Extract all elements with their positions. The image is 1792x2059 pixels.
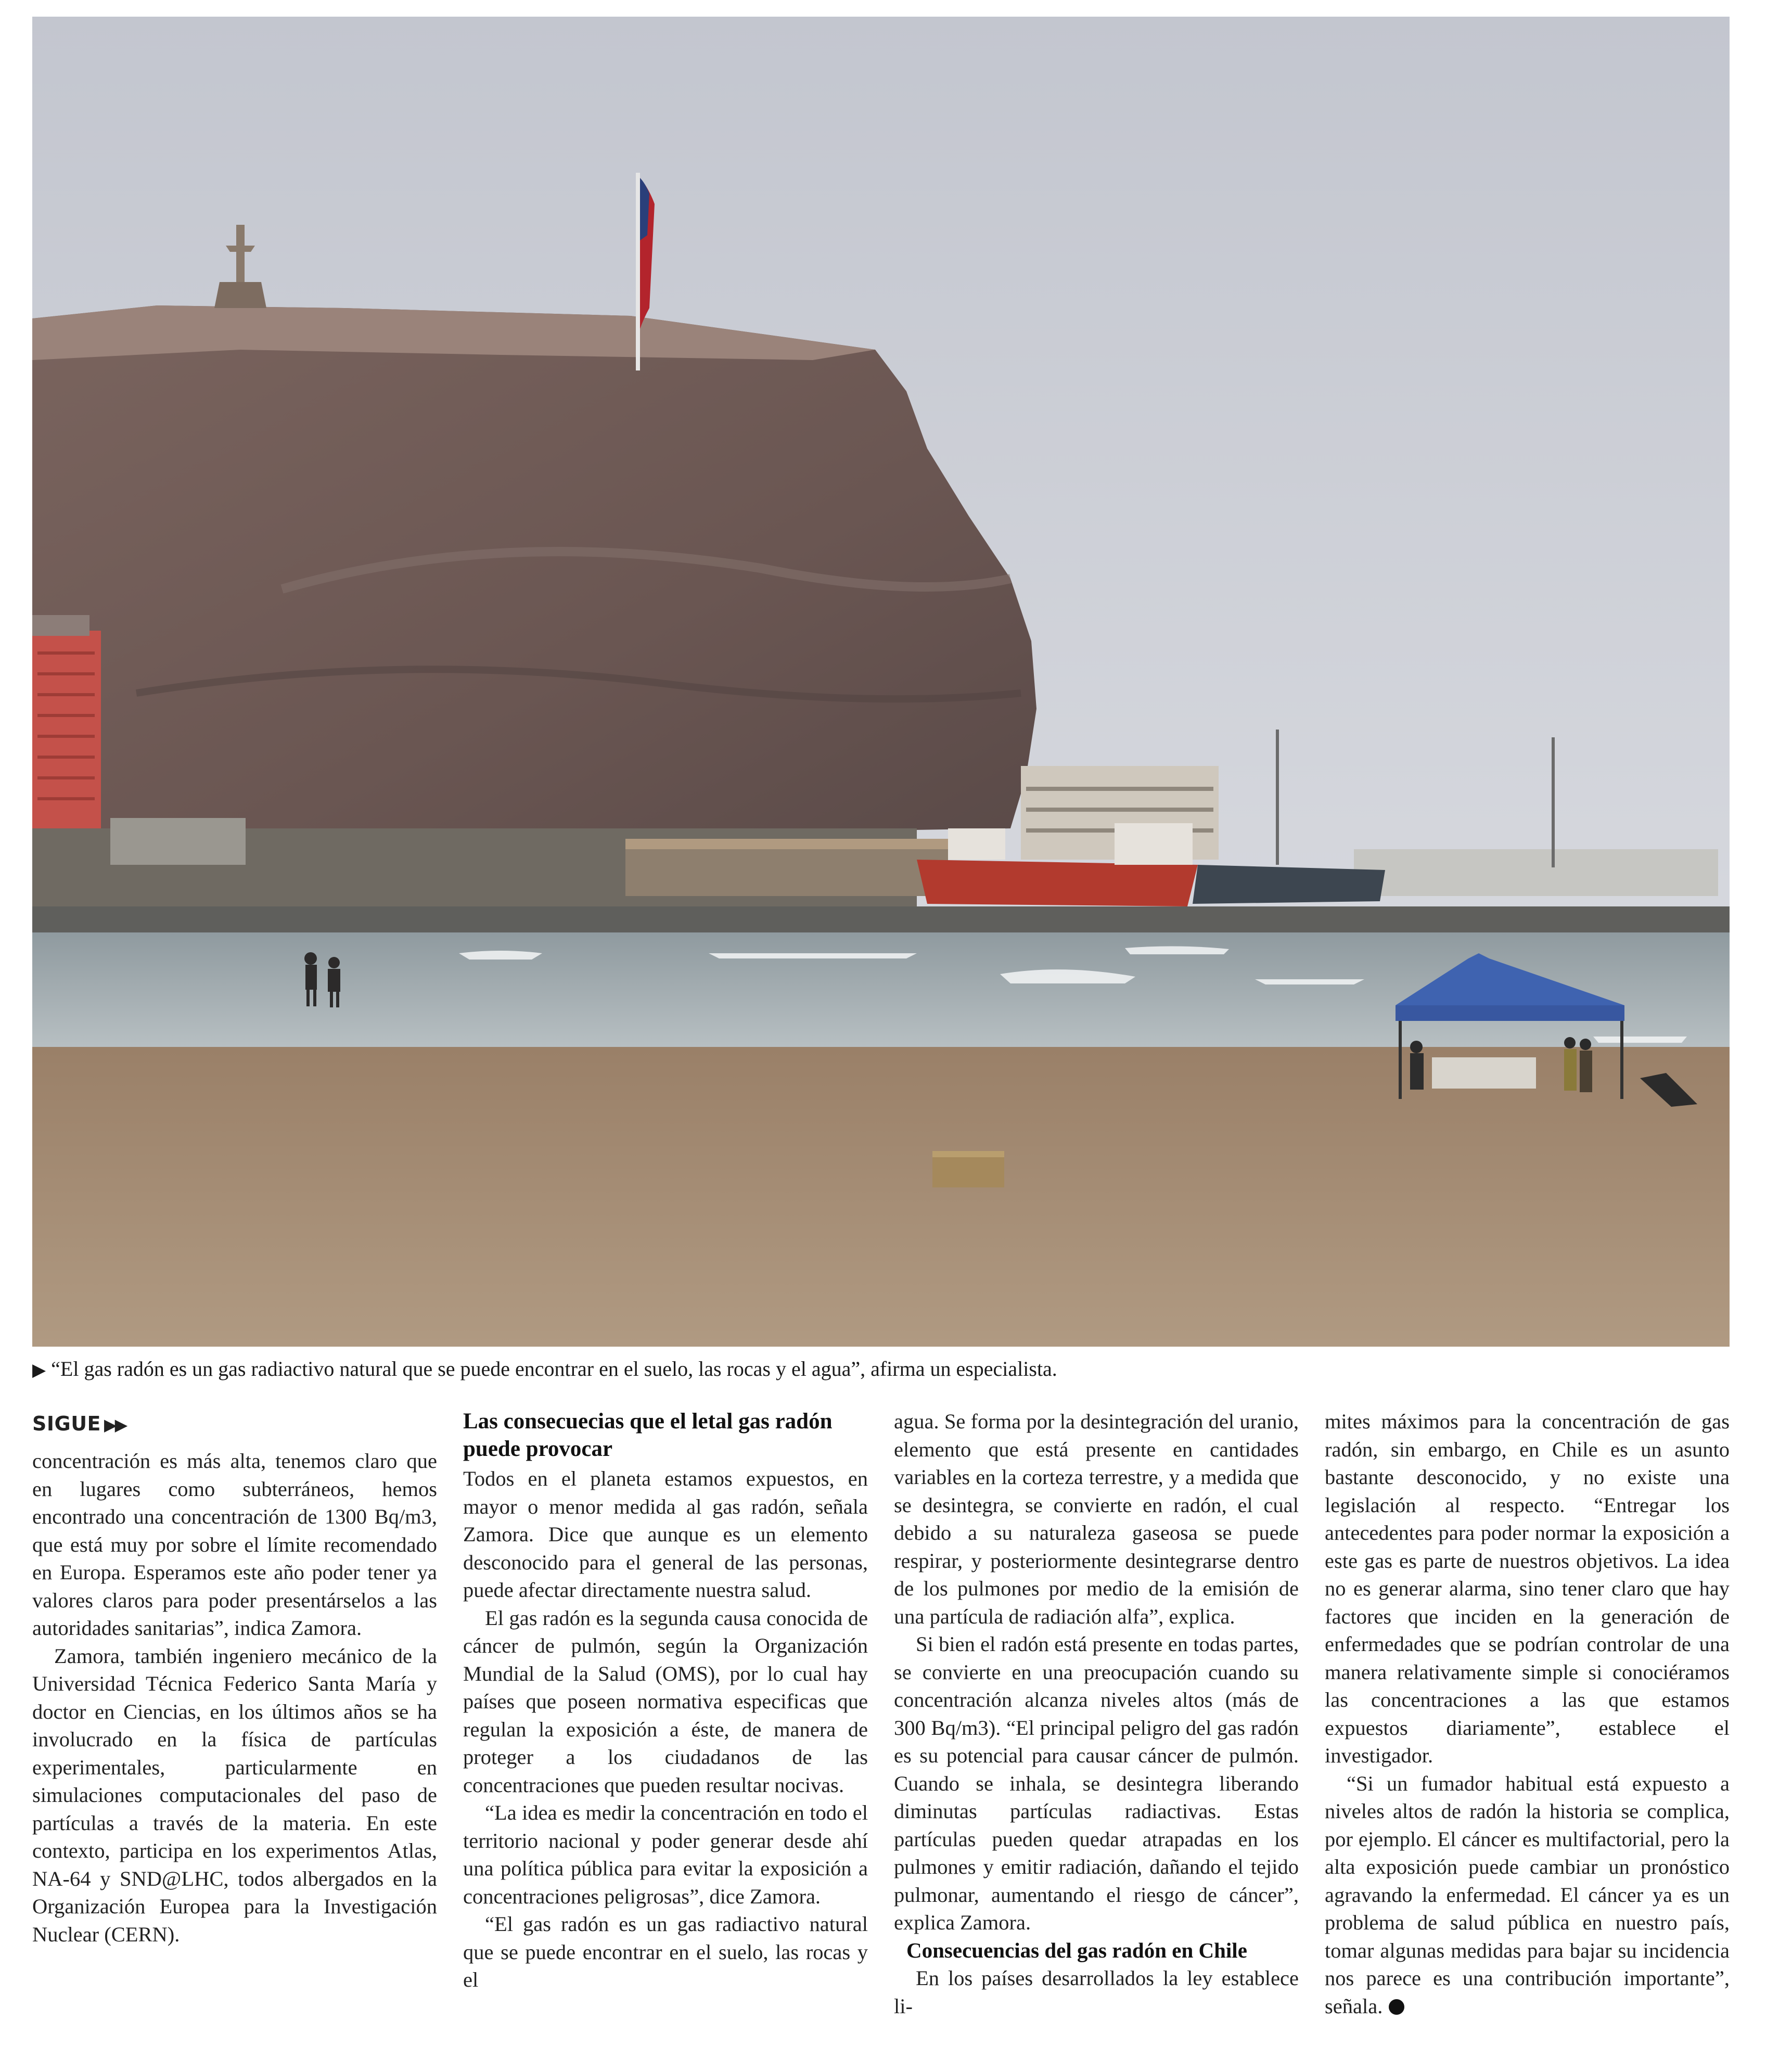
- paragraph-text: “Si un fumador habitual está expuesto a niveles altos de radón la historia se complica, por ejemplo. El cáncer es multifactorial, pero la alta exposición puede cambiar un pronóstico agravando la enfermedad. El cáncer ya es un problema de salud pública en nuestro país, tomar algunas medidas para bajar su incidencia nos parece es una contribución importante”, señala.: [1325, 1771, 1730, 2018]
- article-column-2: [463, 1408, 868, 2022]
- article-column-1: [32, 1408, 437, 2022]
- paragraph: Todos en el planeta estamos expuestos, en mayor o menor medida al gas radón, señala Zamora. Dice que aunque es un elemento desconocido para el general de las personas, puede afectar directamente nuestra salud.: [463, 1467, 868, 1602]
- paragraph: En los países desarrollados la ley establece li-: [894, 1966, 1299, 2018]
- double-arrow-icon: ▶▶: [104, 1415, 126, 1435]
- paragraph: [1325, 1770, 1730, 2020]
- red-ship: [917, 860, 1198, 906]
- sigue-label: [32, 1408, 437, 1441]
- sand: [32, 1047, 1730, 1347]
- article-column-4: [1325, 1408, 1730, 2022]
- article-column-3: [894, 1408, 1299, 2022]
- paragraph: “El gas radón es un gas radiactivo natural que se puede encontrar en el suelo, las rocas y el: [463, 1912, 868, 1991]
- paragraph: mites máximos para la concentración de gas radón, sin embargo, en Chile es un asunto bastante desconocido, y no existe una legislación al respecto. “Entregar los antecedentes para poder normar la exposición a este gas es parte de nuestros objetivos. La idea no es generar alarma, sino tener claro que hay factores que inciden en la generación de enfermedades que se podrían controlar de una manera relativamente simple si conociéramos las concentraciones a las que estamos expuestos diariamente”, establece el investigador.: [1325, 1410, 1730, 1767]
- paragraph: agua. Se forma por la desintegración del uranio, elemento que está presente en cantidades variables en la corteza terrestre, y a medida que se desintegra, se convierte en radón, el cual debido a su naturaleza gaseosa se puede respirar, y posteriormente desintegrarse dentro de los pulmones por medio de la emisión de una partícula de radiación alfa”, explica.: [894, 1410, 1299, 1628]
- caption-triangle-icon: ▶: [32, 1360, 46, 1380]
- end-of-article-dot-icon: [1389, 1999, 1404, 2015]
- caption-text: “El gas radón es un gas radiactivo natural que se puede encontrar en el suelo, las rocas y el agua”, afirma un especialista.: [51, 1357, 1057, 1380]
- paragraph: Si bien el radón está presente en todas partes, se convierte en una preocupación cuando su concentración alcanza niveles altos (más de 300 Bq/m3). “El principal peligro del gas radón es su potencial para causar cáncer de pulmón. Cuando se inhala, se desintegra liberando diminutas partículas radiactivas. Estas partículas pueden quedar atrapadas en los pulmones y emitir radiación, dañando el tejido pulmonar, aumentando el riesgo de cáncer”, explica Zamora.: [894, 1632, 1299, 1934]
- paragraph: Zamora, también ingeniero mecánico de la Universidad Técnica Federico Santa María y doctor en Ciencias, en los últimos años se ha involucrado en la física de partículas experimentales, particularmente en simulaciones computacionales del paso de partículas a través de la materia. En este contexto, participa en los experimentos Atlas, NA-64 y SND@LHC, todos albergados en la Organización Europea para la Investigación Nuclear (CERN).: [32, 1644, 437, 1946]
- paragraph: “La idea es medir la concentración en todo el territorio nacional y poder generar desde ahí una política pública para evitar la exposición a concentraciones peligrosas”, dice Zamora.: [463, 1801, 868, 1908]
- cliff: [32, 305, 1036, 844]
- photo-caption: [32, 1351, 1730, 1387]
- paragraph: concentración es más alta, tenemos claro que en lugares como subterráneos, hemos encontrado una concentración de 1300 Bq/m3, que está muy por sobre el límite recomendado en Europa. Esperamos este año poder tener ya valores claros para poder presentárselos a las autoridades sanitarias”, indica Zamora.: [32, 1449, 437, 1640]
- sigue-text: SIGUE: [32, 1412, 101, 1435]
- section-heading: Las consecuecias que el letal gas radón puede provocar: [463, 1409, 833, 1461]
- news-photo: [32, 17, 1730, 1347]
- section-heading: Consecuencias del gas radón en Chile: [906, 1938, 1247, 1962]
- paragraph: El gas radón es la segunda causa conocida de cáncer de pulmón, según la Organización Mundial de la Salud (OMS), por lo cual hay países que poseen normativa especificas que regulan la exposición a éste, de manera de proteger a los ciudadanos de las concentraciones que pueden resultar nocivas.: [463, 1606, 868, 1797]
